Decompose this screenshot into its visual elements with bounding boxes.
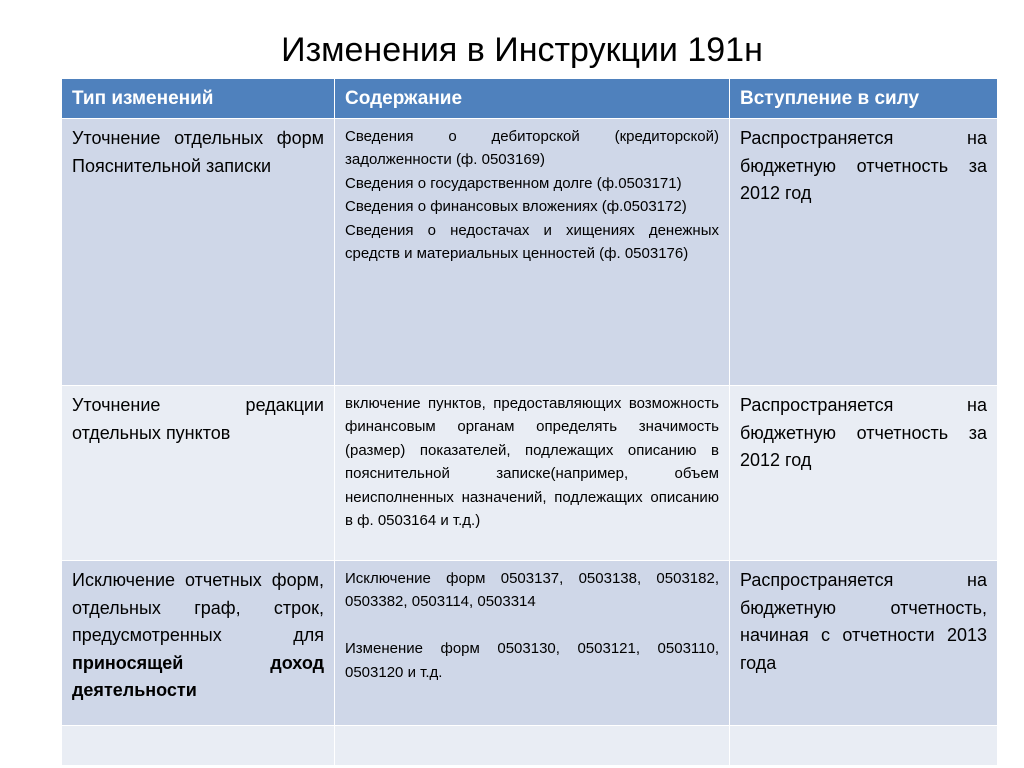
cell-type: [62, 561, 335, 726]
content-line: Сведения о дебиторской (кредиторской) задолженности (ф. 0503169): [345, 128, 719, 169]
header-content: Содержание: [335, 79, 730, 119]
cell-content: [335, 386, 730, 561]
type-text: Уточнение редакции отдельных пунктов: [72, 395, 324, 443]
cell-empty: [62, 726, 335, 766]
type-bold-text: приносящей доход деятельности: [72, 652, 324, 700]
slide-title: Изменения в Инструкции 191н: [281, 31, 763, 69]
type-text: Исключение отчетных форм, отдельных граф, строк, предусмотренных для: [72, 570, 324, 645]
table-row: [62, 386, 998, 561]
content-line: Сведения о государственном долге (ф.0503171): [345, 174, 682, 192]
cell-effective: [730, 561, 998, 726]
table-header-row: [62, 79, 998, 119]
content-line: Сведения о недостачах и хищениях денежных средств и материальных ценностей (ф. 0503176): [345, 221, 719, 263]
effective-text: Распространяется на бюджетную отчетность за 2012 год: [740, 128, 987, 203]
changes-table: [61, 78, 998, 766]
cell-content: [335, 561, 730, 726]
content-line: Исключение форм 0503137, 0503138, 0503182, 0503382, 0503114, 0503314: [345, 570, 719, 611]
header-type: Тип изменений: [62, 79, 335, 119]
cell-effective: [730, 119, 998, 386]
type-text: Уточнение отдельных форм Пояснительной записки: [72, 128, 324, 176]
cell-type: [62, 119, 335, 386]
content-spacer: [345, 614, 719, 637]
effective-text: Распространяется на бюджетную отчетность, начиная с отчетности 2013 года: [740, 570, 987, 673]
cell-type: [62, 386, 335, 561]
cell-effective: [730, 386, 998, 561]
header-effective: Вступление в силу: [730, 79, 998, 119]
table-row: [62, 561, 998, 726]
content-line: включение пунктов, предоставляющих возможность финансовым органам определять значимость (размер) показателей, подлежащих описанию в пояснительной записке(например, объем неисполненных назначений, подлежащих описанию в ф. 0503164 и т.д.): [345, 395, 719, 530]
effective-text: Распространяется на бюджетную отчетность за 2012 год: [740, 395, 987, 470]
content-line: Изменение форм 0503130, 0503121, 0503110, 0503120 и т.д.: [345, 640, 719, 681]
cell-content: [335, 119, 730, 386]
cell-empty: [335, 726, 730, 766]
table-row: [62, 119, 998, 386]
content-line: Сведения о финансовых вложениях (ф.0503172): [345, 198, 687, 216]
cell-empty: [730, 726, 998, 766]
table-row-empty: [62, 726, 998, 766]
